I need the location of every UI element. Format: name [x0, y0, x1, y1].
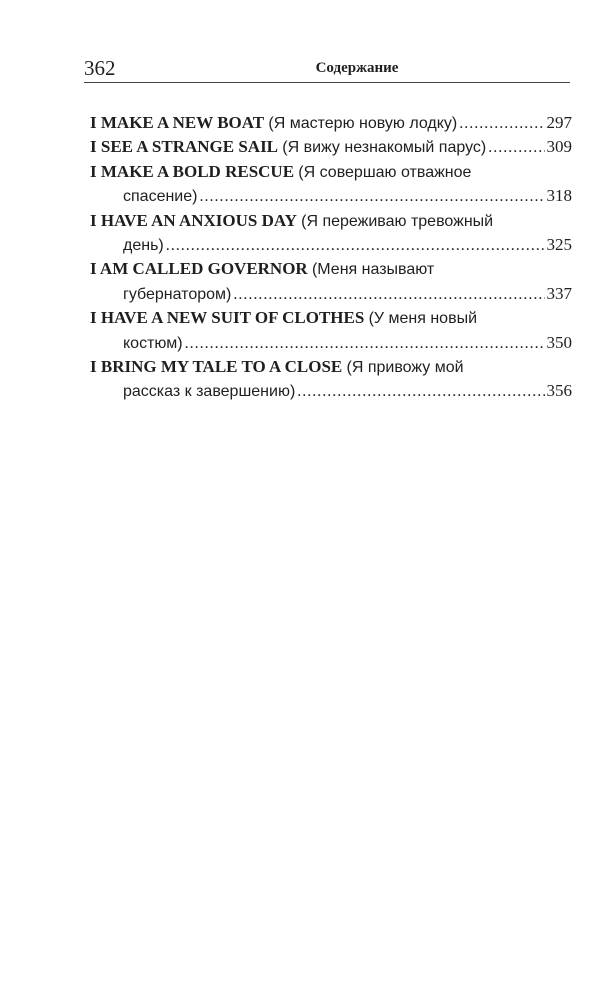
toc-leader-dots	[233, 283, 544, 306]
toc-entry-title-ru: (Я привожу мой	[346, 359, 464, 377]
toc-entry-title-en: I HAVE A NEW SUIT OF CLOTHES	[90, 308, 365, 328]
toc-entry-title-ru-continued: губернатором)	[123, 285, 232, 303]
page-header	[84, 56, 570, 83]
toc-entry-title-en: I MAKE A BOLD RESCUE	[90, 161, 295, 181]
toc-entry-title-ru-continued: день)	[123, 237, 164, 255]
toc-entry-line	[90, 355, 572, 379]
toc-entry-title-ru: (У меня новый	[368, 310, 478, 328]
toc-entry-title-ru: (Я переживаю тревожный	[301, 212, 494, 230]
toc-entry-line-continued	[90, 379, 572, 403]
toc-entry-line-continued	[90, 331, 572, 355]
toc-entry-page: 318	[546, 186, 572, 206]
toc-entry	[90, 306, 572, 355]
toc-entry-line	[90, 135, 572, 159]
toc-entry-line	[90, 209, 572, 233]
toc-entry-line	[90, 111, 572, 135]
toc-entry-title-ru-continued: костюм)	[123, 334, 183, 352]
toc-entry	[90, 355, 572, 404]
toc-leader-dots	[488, 136, 544, 159]
toc-entry-title-en: I SEE A STRANGE SAIL	[90, 137, 279, 157]
toc-entry	[90, 111, 572, 135]
toc-entry	[90, 209, 572, 258]
toc-entry-title-ru: (Я совершаю отважное	[298, 163, 472, 181]
page-number: 362	[84, 56, 116, 80]
toc-entry-title-ru: (Я мастерю новую лодку)	[268, 115, 458, 132]
toc-leader-dots	[166, 234, 545, 257]
toc-entry-page: 350	[546, 332, 572, 352]
toc-entry-line-continued	[90, 184, 572, 208]
toc-entry-title-en: I BRING MY TALE TO A CLOSE	[90, 357, 343, 377]
toc-entry-page: 309	[546, 137, 572, 157]
toc-entry-title-en: I HAVE AN ANXIOUS DAY	[90, 210, 297, 230]
toc-entry-title-ru: (Я вижу незнакомый парус)	[282, 139, 487, 157]
toc-entry-line-continued	[90, 233, 572, 257]
toc-leader-dots	[297, 380, 544, 403]
toc-entry	[90, 257, 572, 306]
toc-entry-page: 325	[546, 235, 572, 255]
running-title: Содержание	[315, 60, 399, 76]
toc-entry-title-ru-continued: рассказ к завершению)	[123, 383, 296, 401]
toc-entry-title-en: I AM CALLED GOVERNOR	[90, 259, 308, 279]
toc-entry-title-ru-continued: спасение)	[123, 188, 198, 206]
toc-entry	[90, 135, 572, 159]
toc-leader-dots	[459, 112, 544, 135]
toc-entry-title-ru: (Меня называют	[311, 261, 435, 279]
toc-entry-line	[90, 306, 572, 330]
toc-entry-page: 337	[546, 283, 572, 303]
toc-leader-dots	[199, 185, 544, 208]
toc-leader-dots	[185, 332, 545, 355]
table-of-contents	[90, 111, 572, 404]
toc-entry	[90, 160, 572, 209]
toc-entry-line	[90, 257, 572, 281]
toc-entry-page: 356	[546, 381, 572, 401]
toc-entry-line	[90, 160, 572, 184]
toc-entry-page: 297	[546, 113, 572, 132]
toc-entry-line-continued	[90, 282, 572, 306]
toc-entry-title-en: I MAKE A NEW BOAT	[90, 113, 265, 132]
